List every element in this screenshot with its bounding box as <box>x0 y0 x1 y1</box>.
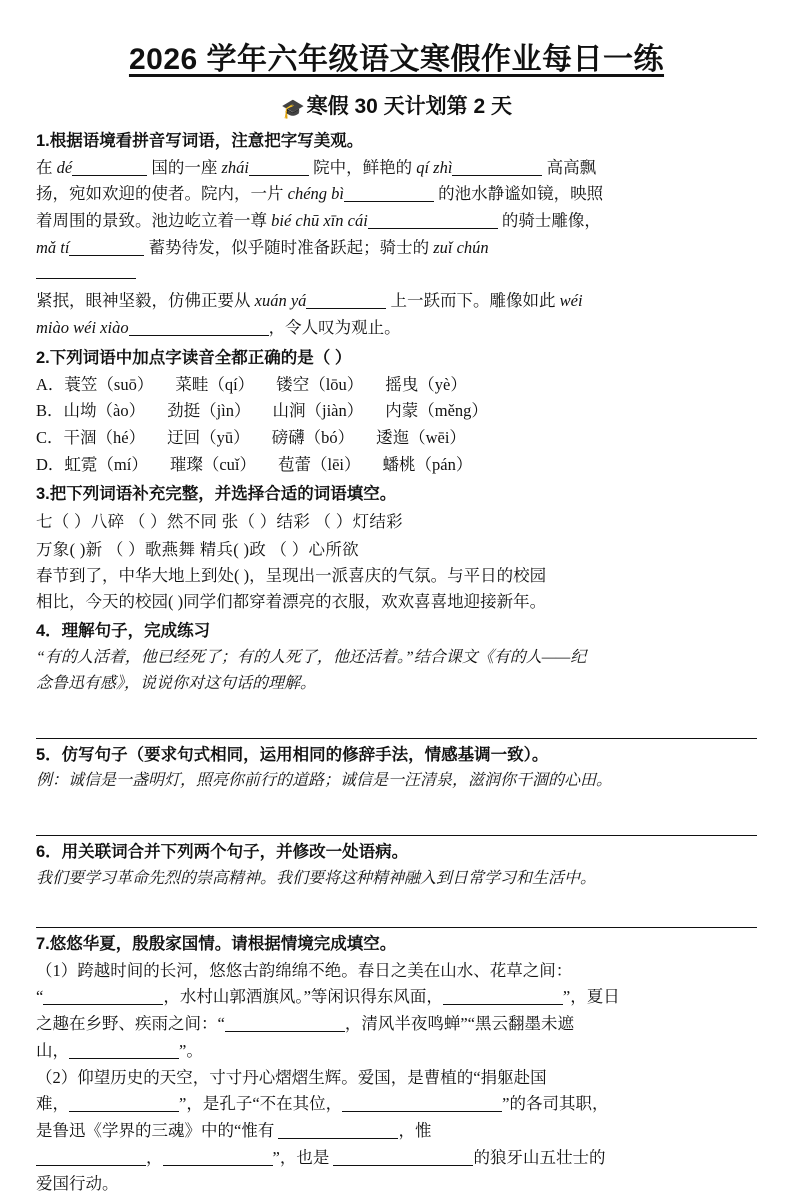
blank-field[interactable] <box>36 1165 146 1166</box>
blank-field[interactable] <box>452 175 542 176</box>
question-5-answer-area[interactable] <box>36 794 757 830</box>
question-3-idioms-line-2[interactable]: 万象( )新 （ ）歌燕舞 精兵( )政 （ ）心所欲 <box>36 539 359 559</box>
q1-text-10: 紧抿，眼神坚毅，仿佛正要从 <box>36 291 255 311</box>
q7-text-16: ”，也是 <box>272 1147 334 1167</box>
question-4-body-line-1: “有的人活着，他已经死了；有的人死了，他还活着。”结合课文《有的人——纪 <box>36 648 587 666</box>
option-item: 山涧（jiàn） <box>272 401 364 421</box>
blank-field[interactable] <box>344 201 434 202</box>
blank-field[interactable] <box>225 1031 345 1032</box>
option-item: 苞蕾（lēi） <box>278 454 361 474</box>
divider <box>36 835 757 836</box>
question-7-heading: 7.悠悠华夏，殷殷家国情。请根据情境完成填空。 <box>36 934 397 953</box>
q1-text-7: 着周围的景致。池边屹立着一尊 <box>36 211 272 231</box>
blank-field[interactable] <box>69 1058 179 1059</box>
option-item: 内蒙（měng） <box>385 401 488 421</box>
q1-text-11: 上一跃而下。雕像如此 <box>386 291 560 311</box>
q1-text-1: 在 <box>36 157 57 177</box>
option-row[interactable] <box>36 372 757 399</box>
q7-text-6: ，清风半夜鸣蝉”“黑云翻墨未遮 <box>344 1014 574 1034</box>
blank-field[interactable] <box>443 1004 563 1005</box>
blank-field[interactable] <box>249 175 309 176</box>
option-item: 逶迤（wēi） <box>376 427 466 447</box>
question-6-heading: 6．用关联词合并下列两个句子，并修改一处语病。 <box>36 843 409 862</box>
blank-field[interactable] <box>69 1111 179 1112</box>
option-label: D． <box>36 454 65 474</box>
option-item: 迂回（yū） <box>167 427 250 447</box>
blank-field[interactable] <box>72 175 147 176</box>
q7-text-15: ， <box>146 1147 163 1167</box>
option-label: C． <box>36 427 64 447</box>
blank-field[interactable] <box>342 1111 502 1112</box>
blank-field[interactable] <box>43 1004 163 1005</box>
q1-pinyin-chengbi: chéng bì <box>287 184 344 204</box>
blank-field[interactable] <box>368 228 498 229</box>
option-row[interactable] <box>36 398 757 425</box>
option-item: 山坳（ào） <box>63 401 146 421</box>
q1-pinyin-xuanya: xuán yá <box>254 291 307 311</box>
option-item: 镂空（lōu） <box>276 374 364 394</box>
blank-field[interactable] <box>333 1165 473 1166</box>
q7-text-12: ”的各司其职， <box>502 1094 609 1114</box>
question-2-heading: 2.下列词语中加点字读音全都正确的是（ ） <box>36 348 352 367</box>
q1-pinyin-miaoweixiao: miào wéi xiào <box>36 318 129 338</box>
blank-field[interactable] <box>163 1165 273 1166</box>
q1-text-4: 高高飘 <box>542 157 597 177</box>
option-row[interactable] <box>36 452 757 479</box>
blank-field[interactable] <box>69 255 144 256</box>
q1-text-12: ，令人叹为观止。 <box>268 318 401 338</box>
question-4-answer-area[interactable] <box>36 697 757 733</box>
q7-text-3: ，水村山郭酒旗风。”等闲识得东风面， <box>163 987 443 1007</box>
question-6-body: 我们要学习革命先烈的崇高精神。我们要将这种精神融入到日常学习和生活中。 <box>36 870 597 887</box>
q7-text-7: 山， <box>36 1040 69 1060</box>
q1-text-6: 的池水静谧如镜，映照 <box>433 184 604 204</box>
option-item: 蓑笠（suō） <box>64 374 154 394</box>
q1-text-3: 院中，鲜艳的 <box>308 157 417 177</box>
divider <box>36 927 757 928</box>
q1-pinyin-wei: wéi <box>559 291 583 311</box>
question-2-options <box>36 372 757 479</box>
question-1-body <box>36 155 757 342</box>
option-row[interactable] <box>36 425 757 452</box>
q7-text-5: 之趣在乡野、疾雨之间：“ <box>36 1014 225 1034</box>
question-3-fill-line-2[interactable]: 相比，今天的校园( )同学们都穿着漂亮的衣服，欢欢喜喜地迎接新年。 <box>36 591 547 611</box>
page-subtitle <box>36 90 757 121</box>
q1-pinyin-zuichun: zuǐ chún <box>433 237 489 257</box>
divider <box>36 738 757 739</box>
q7-text-4: ”，夏日 <box>562 987 620 1007</box>
q7-text-10: 难， <box>36 1094 69 1114</box>
question-4-heading: 4．理解句子，完成练习 <box>36 622 211 641</box>
q1-text-8: 的骑士雕像， <box>497 211 601 231</box>
page-title: 2026 学年六年级语文寒假作业每日一练 <box>128 43 665 76</box>
q1-pinyin-de: dé <box>56 157 73 177</box>
question-1-heading: 1.根据语境看拼音写词语，注意把字写美观。 <box>36 132 364 150</box>
question-6-answer-area[interactable] <box>36 892 757 922</box>
question-3-idioms-line-1[interactable]: 七（ ）八碎 （ ）然不同 张（ ）结彩 （ ）灯结彩 <box>36 512 403 532</box>
option-item: 菜畦（qí） <box>175 374 255 394</box>
q7-text-17: 的狼牙山五壮士的 <box>473 1147 606 1167</box>
option-label: B． <box>36 401 64 421</box>
q7-text-18: 爱国行动。 <box>36 1174 119 1194</box>
graduation-cap-icon: 🎓 <box>280 99 305 120</box>
question-3-fill-line-1[interactable]: 春节到了，中华大地上到处( )，呈现出一派喜庆的气氛。与平日的校园 <box>36 565 547 585</box>
blank-field[interactable] <box>306 308 386 309</box>
blank-field[interactable] <box>278 1138 398 1139</box>
question-7-part-1 <box>36 958 757 1065</box>
q1-pinyin-zhai: zhái <box>221 157 249 177</box>
option-item: 虹霓（mí） <box>64 454 148 474</box>
option-item: 磅礴（bó） <box>271 427 355 447</box>
q7-text-9: （2）仰望历史的天空，寸寸丹心熠熠生辉。爱国，是曹植的“捐躯赴国 <box>36 1067 547 1087</box>
q1-text-2: 国的一座 <box>147 157 222 177</box>
q1-text-9: 蓄势待发，似乎随时准备跃起；骑士的 <box>144 237 434 257</box>
option-item: 干涸（hé） <box>63 427 146 447</box>
option-label: A． <box>36 374 65 394</box>
question-5-body: 例：诚信是一盏明灯，照亮你前行的道路；诚信是一汪清泉，滋润你干涸的心田。 <box>36 772 613 790</box>
option-item: 摇曳（yè） <box>385 374 467 394</box>
q1-pinyin-mati: mǎ tí <box>36 237 70 257</box>
q7-text-2: “ <box>36 987 44 1007</box>
option-item: 璀璨（cuǐ） <box>169 454 257 474</box>
question-7-part-2 <box>36 1065 757 1198</box>
q7-text-14: ，惟 <box>398 1120 432 1140</box>
question-4-body-line-2: 念鲁迅有感》，说说你对这句话的理解。 <box>36 674 317 692</box>
blank-field[interactable] <box>129 335 269 336</box>
q7-text-1: （1）跨越时间的长河，悠悠古韵绵绵不绝。春日之美在山水、花草之间： <box>36 960 573 980</box>
q7-text-13: 是鲁迅《学界的三魂》中的“惟有 <box>36 1120 279 1140</box>
question-5-heading: 5．仿写句子（要求句式相同，运用相同的修辞手法，情感基调一致）。 <box>36 745 549 764</box>
q7-text-8: ”。 <box>179 1040 203 1060</box>
blank-field[interactable] <box>36 278 136 279</box>
q1-pinyin-biechuxincai: bié chū xīn cái <box>271 211 368 231</box>
option-item: 蟠桃（pán） <box>382 454 473 474</box>
option-item: 劲挺（jìn） <box>167 401 251 421</box>
q1-text-5: 扬，宛如欢迎的使者。院内，一片 <box>36 184 288 204</box>
subtitle-text: 寒假 30 天计划第 2 天 <box>306 95 513 118</box>
question-3-heading: 3.把下列词语补充完整，并选择合适的词语填空。 <box>36 485 397 504</box>
q1-pinyin-qizhi: qí zhì <box>416 157 453 177</box>
q7-text-11: ”，是孔子“不在其位， <box>179 1094 343 1114</box>
